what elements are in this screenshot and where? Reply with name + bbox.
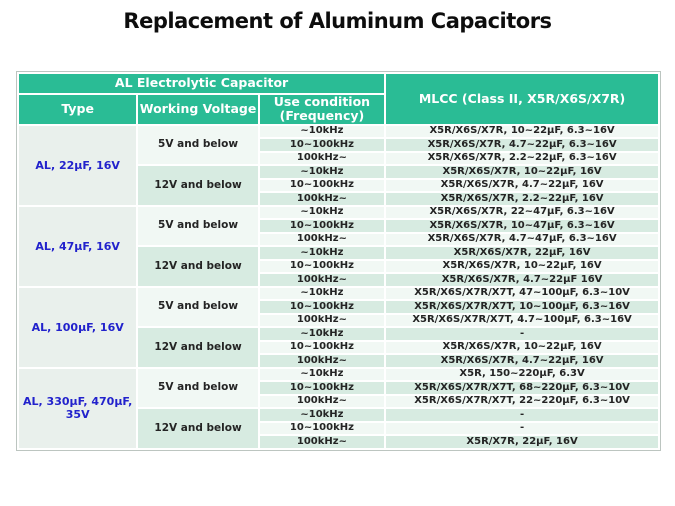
freq-cell: 100kHz~ bbox=[260, 436, 384, 448]
voltage-cell: 5V and below bbox=[138, 369, 257, 408]
freq-cell: 100kHz~ bbox=[260, 355, 384, 367]
voltage-cell: 12V and below bbox=[138, 328, 257, 367]
mlcc-cell: - bbox=[386, 409, 658, 421]
mlcc-cell: X5R/X6S/X7R, 4.7~22μF, 6.3~16V bbox=[386, 139, 658, 151]
type-cell-al-100uf-16v: AL, 100μF, 16V bbox=[19, 288, 136, 367]
header-mlcc: MLCC (Class II, X5R/X6S/X7R) bbox=[386, 74, 658, 124]
freq-cell: 100kHz~ bbox=[260, 153, 384, 165]
freq-cell: 100kHz~ bbox=[260, 234, 384, 246]
freq-cell: 10~100kHz bbox=[260, 423, 384, 435]
mlcc-cell: X5R/X6S/X7R/X7T, 68~220μF, 6.3~10V bbox=[386, 382, 658, 394]
mlcc-cell: X5R/X6S/X7R/X7T, 10~100μF, 6.3~16V bbox=[386, 301, 658, 313]
mlcc-cell: - bbox=[386, 328, 658, 340]
mlcc-cell: X5R/X6S/X7R/X7T, 4.7~100μF, 6.3~16V bbox=[386, 315, 658, 327]
voltage-cell: 12V and below bbox=[138, 166, 257, 205]
mlcc-cell: X5R, 150~220μF, 6.3V bbox=[386, 369, 658, 381]
freq-cell: 10~100kHz bbox=[260, 220, 384, 232]
voltage-cell: 12V and below bbox=[138, 409, 257, 448]
mlcc-cell: X5R/X6S/X7R, 10~22μF, 6.3~16V bbox=[386, 126, 658, 138]
table-row bbox=[19, 207, 658, 219]
mlcc-cell: X5R/X6S/X7R/X7T, 22~220μF, 6.3~10V bbox=[386, 396, 658, 408]
freq-cell: 10~100kHz bbox=[260, 180, 384, 192]
mlcc-cell: X5R/X6S/X7R, 2.2~22μF, 6.3~16V bbox=[386, 153, 658, 165]
type-cell-al-22uf-16v: AL, 22μF, 16V bbox=[19, 126, 136, 205]
mlcc-cell: X5R/X7R, 22μF, 16V bbox=[386, 436, 658, 448]
header-al-electrolytic-capacitor: AL Electrolytic Capacitor bbox=[19, 74, 384, 93]
mlcc-cell: X5R/X6S/X7R, 4.7~22μF 16V bbox=[386, 274, 658, 286]
freq-cell: ~10kHz bbox=[260, 328, 384, 340]
freq-cell: ~10kHz bbox=[260, 207, 384, 219]
freq-cell: 10~100kHz bbox=[260, 261, 384, 273]
freq-cell: ~10kHz bbox=[260, 409, 384, 421]
mlcc-cell: X5R/X6S/X7R, 10~22μF, 16V bbox=[386, 261, 658, 273]
page-title: Replacement of Aluminum Capacitors bbox=[123, 9, 552, 33]
voltage-cell: 5V and below bbox=[138, 288, 257, 327]
mlcc-cell: X5R/X6S/X7R, 4.7~47μF, 6.3~16V bbox=[386, 234, 658, 246]
table-row bbox=[19, 126, 658, 138]
mlcc-cell: X5R/X6S/X7R, 10~22μF, 16V bbox=[386, 166, 658, 178]
voltage-cell: 5V and below bbox=[138, 207, 257, 246]
freq-cell: ~10kHz bbox=[260, 369, 384, 381]
freq-cell: 100kHz~ bbox=[260, 315, 384, 327]
freq-cell: 10~100kHz bbox=[260, 301, 384, 313]
mlcc-cell: X5R/X6S/X7R, 10~47μF, 6.3~16V bbox=[386, 220, 658, 232]
mlcc-cell: X5R/X6S/X7R, 4.7~22μF, 16V bbox=[386, 355, 658, 367]
header-row-1 bbox=[19, 74, 658, 93]
mlcc-cell: X5R/X6S/X7R, 10~22μF, 16V bbox=[386, 342, 658, 354]
freq-cell: 100kHz~ bbox=[260, 193, 384, 205]
mlcc-cell: X5R/X6S/X7R/X7T, 47~100μF, 6.3~10V bbox=[386, 288, 658, 300]
freq-cell: 100kHz~ bbox=[260, 274, 384, 286]
table-row bbox=[19, 288, 658, 300]
freq-cell: ~10kHz bbox=[260, 247, 384, 259]
freq-cell: 10~100kHz bbox=[260, 139, 384, 151]
voltage-cell: 5V and below bbox=[138, 126, 257, 165]
mlcc-cell: X5R/X6S/X7R, 2.2~22μF, 16V bbox=[386, 193, 658, 205]
mlcc-cell: - bbox=[386, 423, 658, 435]
mlcc-cell: X5R/X6S/X7R, 22~47μF, 6.3~16V bbox=[386, 207, 658, 219]
table-row bbox=[19, 369, 658, 381]
header-working-voltage: Working Voltage bbox=[138, 95, 257, 124]
freq-cell: ~10kHz bbox=[260, 288, 384, 300]
capacitor-replacement-table-wrap bbox=[16, 71, 661, 451]
freq-cell: ~10kHz bbox=[260, 126, 384, 138]
freq-cell: 100kHz~ bbox=[260, 396, 384, 408]
mlcc-cell: X5R/X6S/X7R, 4.7~22μF, 16V bbox=[386, 180, 658, 192]
capacitor-replacement-table bbox=[17, 72, 660, 450]
header-type: Type bbox=[19, 95, 136, 124]
type-cell-al-330uf-470uf-35v: AL, 330μF, 470μF, 35V bbox=[19, 369, 136, 448]
type-cell-al-47uf-16v: AL, 47μF, 16V bbox=[19, 207, 136, 286]
mlcc-cell: X5R/X6S/X7R, 22μF, 16V bbox=[386, 247, 658, 259]
freq-cell: ~10kHz bbox=[260, 166, 384, 178]
freq-cell: 10~100kHz bbox=[260, 382, 384, 394]
voltage-cell: 12V and below bbox=[138, 247, 257, 286]
freq-cell: 10~100kHz bbox=[260, 342, 384, 354]
header-use-condition: Use condition (Frequency) bbox=[260, 95, 384, 124]
